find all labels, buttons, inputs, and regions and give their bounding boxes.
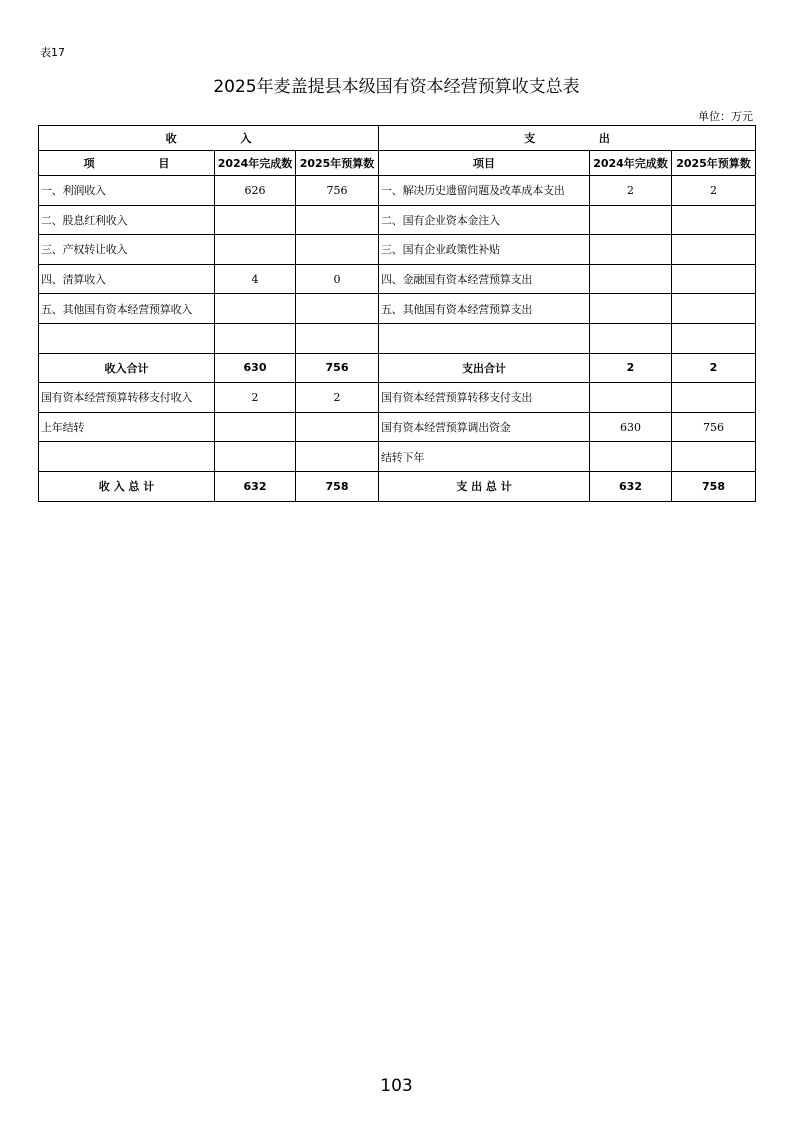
col-2024-header-right: 2024年完成数 <box>590 151 672 176</box>
expense-item-cell: 国有资本经营预算转移支付支出 <box>379 383 590 413</box>
item-header-right: 项目 <box>379 151 590 176</box>
income-item-cell <box>39 323 215 353</box>
income-2025-cell: 758 <box>296 471 379 501</box>
income-item-cell: 四、清算收入 <box>39 264 215 294</box>
income-2025-cell <box>296 205 379 235</box>
income-item-cell: 五、其他国有资本经营预算收入 <box>39 294 215 324</box>
income-2025-cell: 756 <box>296 353 379 383</box>
section-header-row <box>39 126 756 151</box>
expense-2025-cell <box>672 294 756 324</box>
expense-2024-cell <box>590 294 672 324</box>
expense-2025-cell <box>672 442 756 472</box>
page-title: 2025年麦盖提县本级国有资本经营预算收支总表 <box>213 77 580 97</box>
expense-2025-cell <box>672 264 756 294</box>
expense-item-cell: 支出合计 <box>379 353 590 383</box>
expense-2024-cell <box>590 323 672 353</box>
income-item-cell: 一、利润收入 <box>39 176 215 206</box>
expense-2024-cell: 2 <box>590 353 672 383</box>
expense-item-cell <box>379 323 590 353</box>
page-number: 103 <box>380 1076 413 1096</box>
income-2025-cell <box>296 442 379 472</box>
income-2024-cell: 632 <box>215 471 296 501</box>
budget-table <box>38 125 756 502</box>
expense-item-cell: 结转下年 <box>379 442 590 472</box>
expense-item-cell: 支 出 总 计 <box>379 471 590 501</box>
expense-2024-cell: 632 <box>590 471 672 501</box>
expense-2025-cell: 2 <box>672 353 756 383</box>
expense-2024-cell: 630 <box>590 412 672 442</box>
col-2025-header-right: 2025年预算数 <box>672 151 756 176</box>
income-item-cell: 国有资本经营预算转移支付收入 <box>39 383 215 413</box>
table-row <box>39 205 756 235</box>
income-2025-cell: 0 <box>296 264 379 294</box>
income-2025-cell <box>296 412 379 442</box>
income-2025-cell <box>296 323 379 353</box>
expense-2025-cell: 758 <box>672 471 756 501</box>
income-item-cell: 三、产权转让收入 <box>39 235 215 265</box>
expense-item-cell: 一、解决历史遗留问题及改革成本支出 <box>379 176 590 206</box>
expense-item-cell: 三、国有企业政策性补贴 <box>379 235 590 265</box>
table-row <box>39 294 756 324</box>
table-row <box>39 323 756 353</box>
expense-2024-cell: 2 <box>590 176 672 206</box>
item-header-left: 项 目 <box>39 151 215 176</box>
expense-2025-cell: 2 <box>672 176 756 206</box>
expense-2025-cell <box>672 235 756 265</box>
expense-2025-cell <box>672 205 756 235</box>
subtotal-row <box>39 353 756 383</box>
table-row <box>39 176 756 206</box>
income-2024-cell: 626 <box>215 176 296 206</box>
income-2024-cell: 2 <box>215 383 296 413</box>
income-item-cell: 收入合计 <box>39 353 215 383</box>
income-item-cell: 收 入 总 计 <box>39 471 215 501</box>
income-2025-cell: 2 <box>296 383 379 413</box>
table-row <box>39 412 756 442</box>
income-item-cell: 上年结转 <box>39 412 215 442</box>
income-2025-cell <box>296 294 379 324</box>
table-number: 表17 <box>40 46 65 59</box>
expense-2024-cell <box>590 442 672 472</box>
income-2024-cell: 4 <box>215 264 296 294</box>
expense-2025-cell <box>672 383 756 413</box>
income-header: 收 入 <box>39 126 379 151</box>
income-2024-cell <box>215 235 296 265</box>
expense-2024-cell <box>590 235 672 265</box>
table-row <box>39 383 756 413</box>
income-item-cell: 二、股息红利收入 <box>39 205 215 235</box>
expense-2025-cell: 756 <box>672 412 756 442</box>
table-row <box>39 235 756 265</box>
expense-2024-cell <box>590 205 672 235</box>
col-2025-header-left: 2025年预算数 <box>296 151 379 176</box>
expense-2025-cell <box>672 323 756 353</box>
unit-label: 单位：万元 <box>698 110 753 123</box>
expense-header: 支 出 <box>379 126 756 151</box>
income-2025-cell: 756 <box>296 176 379 206</box>
expense-2024-cell <box>590 383 672 413</box>
income-2025-cell <box>296 235 379 265</box>
table-row <box>39 442 756 472</box>
income-2024-cell <box>215 412 296 442</box>
income-2024-cell <box>215 442 296 472</box>
income-2024-cell <box>215 294 296 324</box>
expense-item-cell: 二、国有企业资本金注入 <box>379 205 590 235</box>
expense-2024-cell <box>590 264 672 294</box>
income-2024-cell <box>215 205 296 235</box>
col-2024-header-left: 2024年完成数 <box>215 151 296 176</box>
total-row <box>39 471 756 501</box>
income-2024-cell <box>215 323 296 353</box>
table-row <box>39 264 756 294</box>
column-header-row <box>39 151 756 176</box>
expense-item-cell: 五、其他国有资本经营预算支出 <box>379 294 590 324</box>
expense-item-cell: 国有资本经营预算调出资金 <box>379 412 590 442</box>
income-item-cell <box>39 442 215 472</box>
income-2024-cell: 630 <box>215 353 296 383</box>
expense-item-cell: 四、金融国有资本经营预算支出 <box>379 264 590 294</box>
